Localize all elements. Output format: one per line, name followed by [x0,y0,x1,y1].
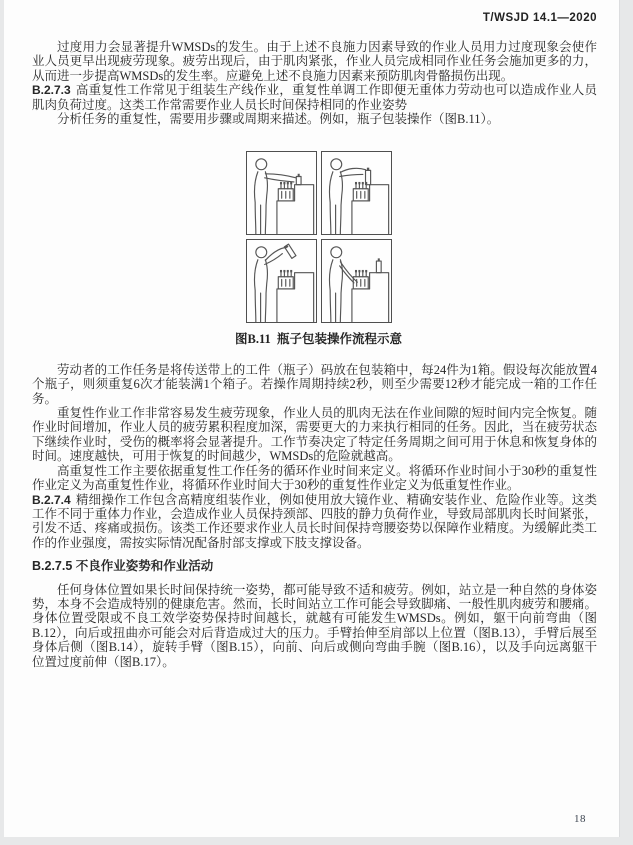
standard-number-header: T/WSJD 14.1—2020 [482,12,597,24]
paragraph-task-description: 劳动者的工作任务是将传送带上的工件（瓶子）码放在包装箱中，每24件为1箱。假设每次能放置4个瓶子，则须重复6次才能装满1个箱子。若操作周期持续2秒，则至少需要12秒才能完成一箱的工作任务。 [32,362,597,406]
clause-b274-number: B.2.7.4 [32,492,71,507]
scan-bottom-margin [0,837,633,845]
figure-b11-caption: 图B.11 瓶子包装操作流程示意 [234,332,403,347]
document-page [4,0,620,837]
clause-b274-text: 精细操作工作包含高精度组装作业，例如使用放大镜作业、精确安装作业、危险作业等。这类工作不同于重体力作业，会造成作业人员保持颈部、四肢的静力负荷作业，导致局部肌肉长时间紧张，引发不适、疼痛或损伤。该类工作还要求作业人员长时间保持弯腰姿势以保障作业精度。为缓解此类工作的作业强度，需按实际情况配备肘部支撑或下肢支撑设备。 [32,492,597,550]
clause-b273-paragraph [32,83,597,112]
figure-panel-3 [246,239,317,323]
paragraph-repetition-analysis: 分析任务的重复性，需要用步骤或周期来描述。例如，瓶子包装操作（图B.11）。 [57,112,500,127]
paragraph-repetition-definition: 高重复性工作主要依据重复性工作任务的循环作业时间来定义。将循环作业时间小于30秒的重复性作业定义为高重复性作业，将循环作业时间大于30秒的重复性作业定义为低重复性作业。 [32,463,597,493]
clause-b273-number: B.2.7.3 [32,83,71,98]
figure-b11-panels [40,151,597,323]
worker-packing-box-icon [322,241,390,322]
paragraph-fatigue-accumulation: 重复性作业工作非常容易发生疲劳现象，作业人员的肌肉无法在作业间隙的短时间内完全恢复。随作业时间增加，作业人员的疲劳累积程度加深，需要更大的力来执行相同的任务。因此，当在疲劳状态下继续作业时，受伤的概率将会显著提升。工作节奏决定了特定任务周期之间可用于休息和恢复身体的时间。速度越快，可用于恢复的时间越少，WMSDs的危险就越高。 [32,406,597,464]
document-body [32,40,597,669]
page-number: 18 [574,813,586,825]
figure-panel-1 [246,151,317,235]
worker-lifting-bottle-icon [322,153,390,234]
worker-grasping-bottle-icon [247,153,315,234]
clause-b274-paragraph [32,493,597,551]
figure-panel-2 [321,151,392,235]
worker-placing-bottle-icon [247,241,315,322]
figure-panel-4 [321,239,392,323]
paragraph-overexertion: 过度用力会显著提升WMSDs的发生。由于上述不良施力因素导致的作业人员用力过度现象会使作业人员更早出现疲劳现象。疲劳出现后，由于肌肉紧张，作业人员完成相同作业任务会施加更多的力，从而进一步提高WMSDs的发生率。应避免上述不良施力因素来预防肌肉骨骼损伤出现。 [32,40,597,83]
figure-b11 [32,151,597,346]
paragraph-awkward-postures: 任何身体位置如果长时间保持统一姿势，都可能导致不适和疲劳。例如，站立是一种自然的身体姿势，本身不会造成特别的健康危害。然而，长时间站立工作可能会导致脚痛、一般性肌肉疲劳和腰痛。身体位置受限或不良工效学姿势保持时间越长，就越有可能发生WMSDs。例如，躯干向前弯曲（图B.12），向后或扭曲亦可能会对后背造成过大的压力。手臂抬伸至肩部以上位置（图B.13），手臂后展至身体后侧（图B.14），旋转手臂（图B.15），向前、向后或侧向弯曲手腕（图B.16），以及手向远离躯干位置过度前伸（图B.17）。 [32,582,597,669]
clause-b273-text: 高重复性工作常见于组装生产线作业，重复性单调工作即便无重体力劳动也可以造成作业人员肌肉负荷过度。这类工作常需要作业人员长时间保持相同的作业姿势 [32,83,597,112]
clause-b275-heading: B.2.7.5 不良作业姿势和作业活动 [32,559,214,574]
